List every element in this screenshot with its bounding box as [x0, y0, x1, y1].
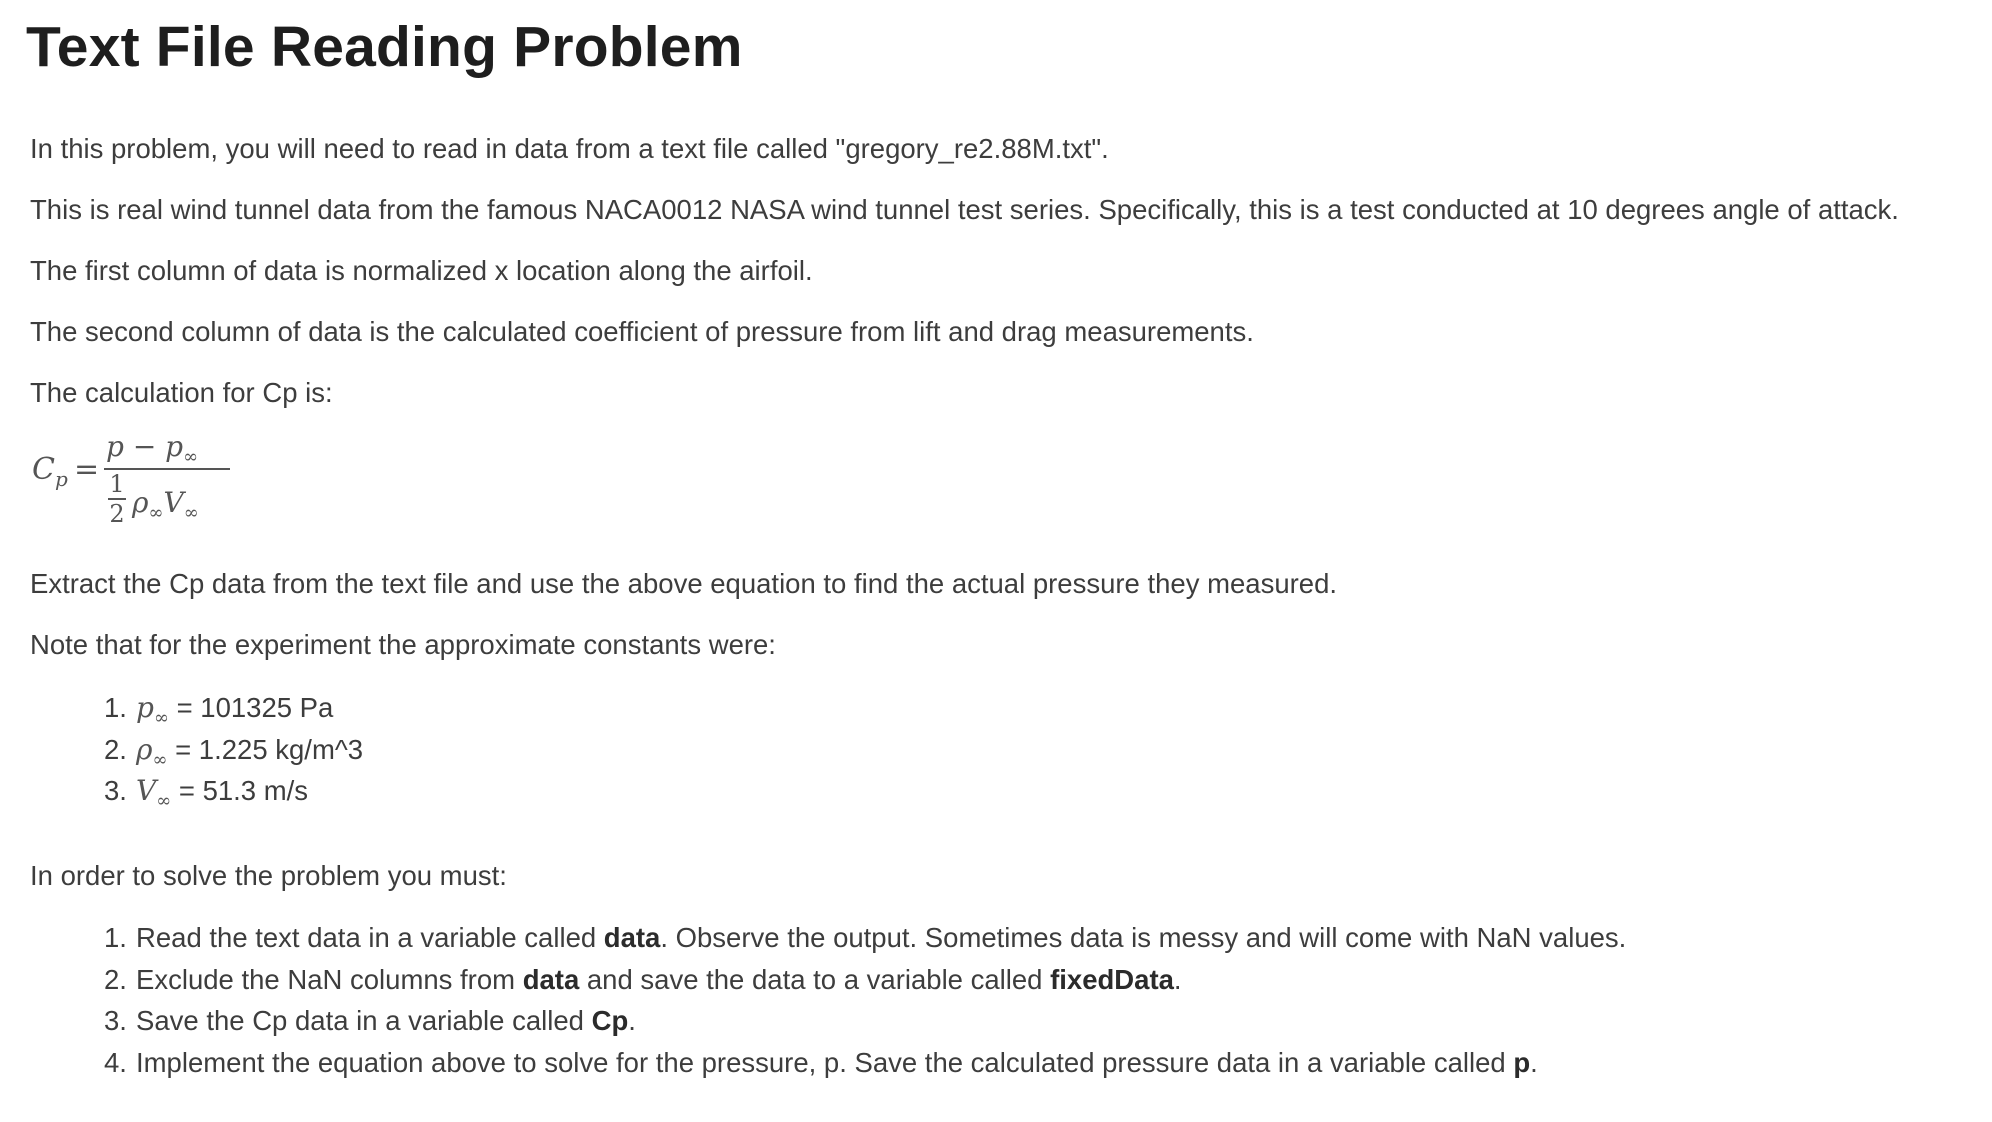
- second-column-paragraph: The second column of data is the calculated coefficient of pressure from lift and drag measurements.: [30, 316, 1254, 347]
- page-title: Text File Reading Problem: [26, 15, 743, 79]
- calculation-intro-paragraph: The calculation for Cp is:: [30, 377, 333, 408]
- steps-intro-paragraph: In order to solve the problem you must:: [30, 860, 507, 891]
- equation-half-fraction: 1 2: [109, 470, 125, 528]
- steps-list: [104, 917, 1626, 1083]
- intro-paragraph: In this problem, you will need to read in data from a text file called "gregory_re2.88M.txt".: [30, 133, 1109, 164]
- equation-equals: =: [74, 452, 100, 487]
- constants-intro-paragraph: Note that for the experiment the approximate constants were:: [30, 629, 776, 660]
- list-item: 3. Save the Cp data in a variable called Cp.: [104, 1005, 636, 1036]
- list-item: 4. Implement the equation above to solve for the pressure, p. Save the calculated pressure data in a variable called p.: [104, 1046, 1538, 1078]
- list-item: 1. Read the text data in a variable called data. Observe the output. Sometimes data is messy and will come with NaN values.: [104, 922, 1627, 953]
- list-item: 2. $\rho_\infty = 1.225$ kg/m^3: [104, 732, 364, 771]
- equation-lhs: $C_p$: [32, 452, 68, 491]
- extract-paragraph: Extract the Cp data from the text file and use the above equation to find the actual pressure they measured.: [30, 568, 1338, 599]
- cp-equation: [32, 430, 212, 540]
- first-column-paragraph: The first column of data is normalized x location along the airfoil.: [30, 255, 813, 286]
- equation-numerator: $p - p_\infty$: [106, 430, 199, 468]
- equation-denominator: $\rho_\infty V_\infty$: [132, 486, 199, 524]
- constants-list: [104, 687, 363, 812]
- data-source-paragraph: This is real wind tunnel data from the famous NACA0012 NASA wind tunnel test series. Specifically, this is a test conducted at 10 degrees angle of attack.: [30, 194, 1899, 225]
- list-item: 2. Exclude the NaN columns from data and save the data to a variable called fixedData.: [104, 963, 1182, 995]
- list-item: 3. $V_\infty = 51.3$ m/s: [104, 774, 309, 812]
- list-item: 1. $p_\infty = 101325$ Pa: [104, 691, 334, 729]
